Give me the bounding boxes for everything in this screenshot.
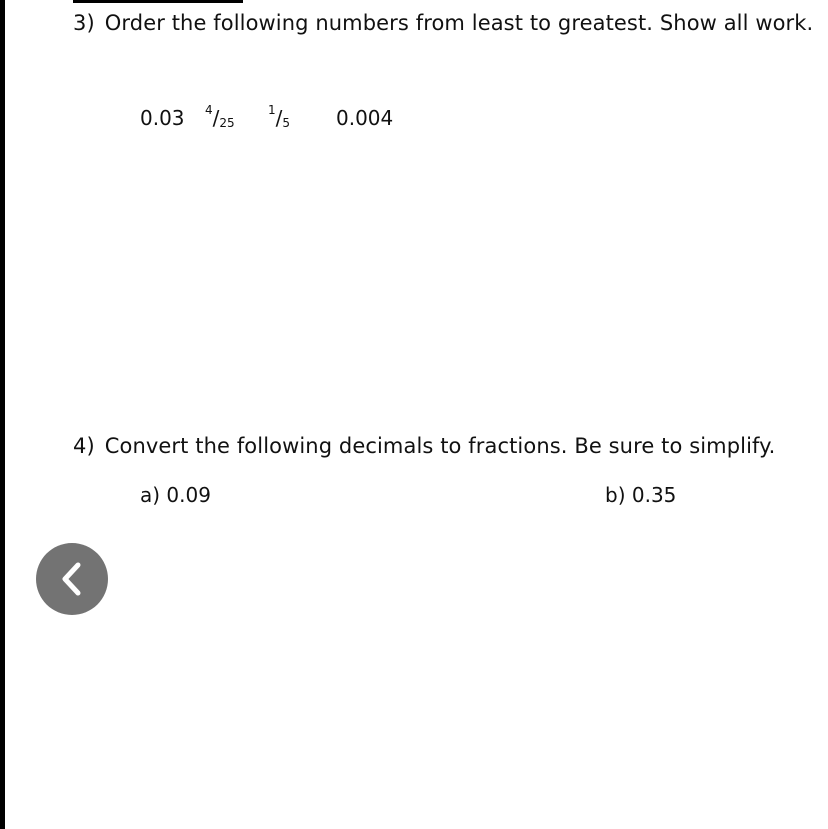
question-4-text: Convert the following decimals to fractions. Be sure to simplify. bbox=[104, 434, 776, 458]
number-fraction-2 bbox=[268, 103, 291, 130]
question-3 bbox=[73, 11, 813, 35]
question-4-part-b bbox=[605, 483, 676, 507]
fraction-1-numerator: 4 bbox=[205, 103, 213, 117]
fraction-2-numerator: 1 bbox=[268, 103, 276, 117]
fraction-1-denominator: 25 bbox=[219, 116, 235, 130]
question-3-text: Order the following numbers from least to greatest. Show all work. bbox=[104, 11, 814, 35]
part-b-label: b) bbox=[605, 483, 626, 507]
top-rule bbox=[73, 0, 243, 3]
fraction-2-denominator: 5 bbox=[282, 116, 291, 130]
part-a-value: 0.09 bbox=[166, 483, 211, 507]
question-4 bbox=[73, 434, 775, 458]
number-fraction-1 bbox=[205, 103, 235, 130]
question-3-number: 3) bbox=[73, 11, 95, 35]
number-decimal-2: 0.004 bbox=[336, 106, 394, 130]
fraction-slash: / bbox=[275, 106, 283, 130]
question-4-number: 4) bbox=[73, 434, 95, 458]
part-b-value: 0.35 bbox=[631, 483, 677, 507]
number-decimal-1: 0.03 bbox=[140, 106, 185, 130]
part-a-label: a) bbox=[140, 483, 161, 507]
question-4-part-a bbox=[140, 483, 211, 507]
fraction-slash: / bbox=[212, 106, 220, 130]
back-button[interactable] bbox=[36, 543, 108, 615]
page-left-edge bbox=[0, 0, 5, 829]
chevron-left-icon bbox=[57, 561, 87, 597]
